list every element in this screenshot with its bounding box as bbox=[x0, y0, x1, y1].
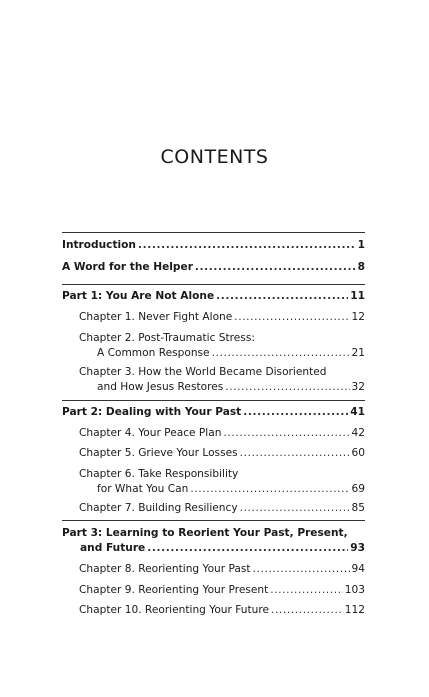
divider-rule bbox=[62, 284, 365, 285]
toc-entry-part-2[interactable] bbox=[62, 405, 365, 420]
dot-leader bbox=[223, 426, 349, 441]
toc-entry-title: Chapter 1. Never Fight Alone bbox=[79, 311, 233, 323]
toc-page-number: 93 bbox=[350, 542, 365, 554]
toc-entry-title: Chapter 8. Reorienting Your Past bbox=[79, 563, 251, 575]
toc-entry-title: Chapter 3. How the World Became Disoriented bbox=[79, 366, 327, 378]
toc-page-number: 32 bbox=[351, 381, 365, 393]
dot-leader bbox=[253, 562, 350, 577]
dot-leader bbox=[190, 482, 349, 497]
dot-leader bbox=[147, 541, 348, 556]
divider-rule bbox=[62, 232, 365, 233]
toc-entry-chapter-5[interactable] bbox=[79, 446, 365, 461]
toc-entry-chapter-3[interactable] bbox=[79, 365, 365, 395]
page-title: CONTENTS bbox=[160, 146, 269, 168]
dot-leader bbox=[234, 310, 349, 325]
divider-rule bbox=[62, 520, 365, 521]
toc-entry-introduction[interactable] bbox=[62, 238, 365, 253]
toc-page-number: 85 bbox=[351, 502, 365, 514]
toc-entry-chapter-8[interactable] bbox=[79, 562, 365, 577]
toc-entry-chapter-4[interactable] bbox=[79, 426, 365, 441]
toc-entry-title-continued: and How Jesus Restores bbox=[97, 381, 224, 393]
dot-leader bbox=[225, 380, 349, 395]
toc-entry-title: Introduction bbox=[62, 239, 136, 251]
toc-entry-title-continued: for What You Can bbox=[97, 483, 189, 495]
toc-entry-chapter-6[interactable] bbox=[79, 467, 365, 497]
toc-entry-title: Chapter 4. Your Peace Plan bbox=[79, 427, 222, 439]
dot-leader bbox=[243, 405, 348, 420]
dot-leader bbox=[212, 346, 350, 361]
toc-entry-title: Chapter 10. Reorienting Your Future bbox=[79, 604, 269, 616]
dot-leader bbox=[216, 289, 348, 304]
toc-entry-chapter-2[interactable] bbox=[79, 331, 365, 361]
divider-rule bbox=[62, 400, 365, 401]
toc-entry-title: A Word for the Helper bbox=[62, 261, 193, 273]
toc-entry-chapter-7[interactable] bbox=[79, 501, 365, 516]
toc-entry-title: Chapter 7. Building Resiliency bbox=[79, 502, 238, 514]
dot-leader bbox=[240, 446, 350, 461]
toc-page-number: 69 bbox=[351, 483, 365, 495]
toc-entry-title: Chapter 2. Post-Traumatic Stress: bbox=[79, 332, 255, 344]
dot-leader bbox=[195, 260, 356, 275]
toc-entry-title: Part 3: Learning to Reorient Your Past, Present, bbox=[62, 527, 348, 539]
toc-entry-chapter-1[interactable] bbox=[79, 310, 365, 325]
toc-entry-word-for-helper[interactable] bbox=[62, 260, 365, 275]
toc-page-number: 112 bbox=[344, 604, 365, 616]
toc-entry-chapter-9[interactable] bbox=[79, 583, 365, 598]
toc-page-number: 8 bbox=[357, 261, 365, 273]
toc-page-number: 42 bbox=[351, 427, 365, 439]
toc-entry-title: Chapter 9. Reorienting Your Present bbox=[79, 584, 269, 596]
toc-page-number: 21 bbox=[351, 347, 365, 359]
toc-page-number: 41 bbox=[350, 406, 365, 418]
toc-entry-part-3[interactable] bbox=[62, 526, 365, 556]
toc-entry-part-1[interactable] bbox=[62, 289, 365, 304]
toc-entry-title: Part 2: Dealing with Your Past bbox=[62, 406, 242, 418]
dot-leader bbox=[271, 603, 343, 618]
dot-leader bbox=[240, 501, 350, 516]
toc-entry-title: Chapter 6. Take Responsibility bbox=[79, 468, 239, 480]
toc-entry-title-continued: and Future bbox=[80, 542, 146, 554]
toc-entry-title-continued: A Common Response bbox=[97, 347, 210, 359]
toc-page-number: 11 bbox=[350, 290, 365, 302]
toc-page-number: 60 bbox=[351, 447, 365, 459]
toc-entry-chapter-10[interactable] bbox=[79, 603, 365, 618]
toc-page-number: 94 bbox=[351, 563, 365, 575]
toc-entry-title: Chapter 5. Grieve Your Losses bbox=[79, 447, 238, 459]
dot-leader bbox=[270, 583, 343, 598]
toc-page-number: 12 bbox=[351, 311, 365, 323]
toc-page-number: 103 bbox=[344, 584, 365, 596]
toc-entry-title: Part 1: You Are Not Alone bbox=[62, 290, 215, 302]
toc-page-number: 1 bbox=[357, 239, 365, 251]
dot-leader bbox=[138, 238, 356, 253]
